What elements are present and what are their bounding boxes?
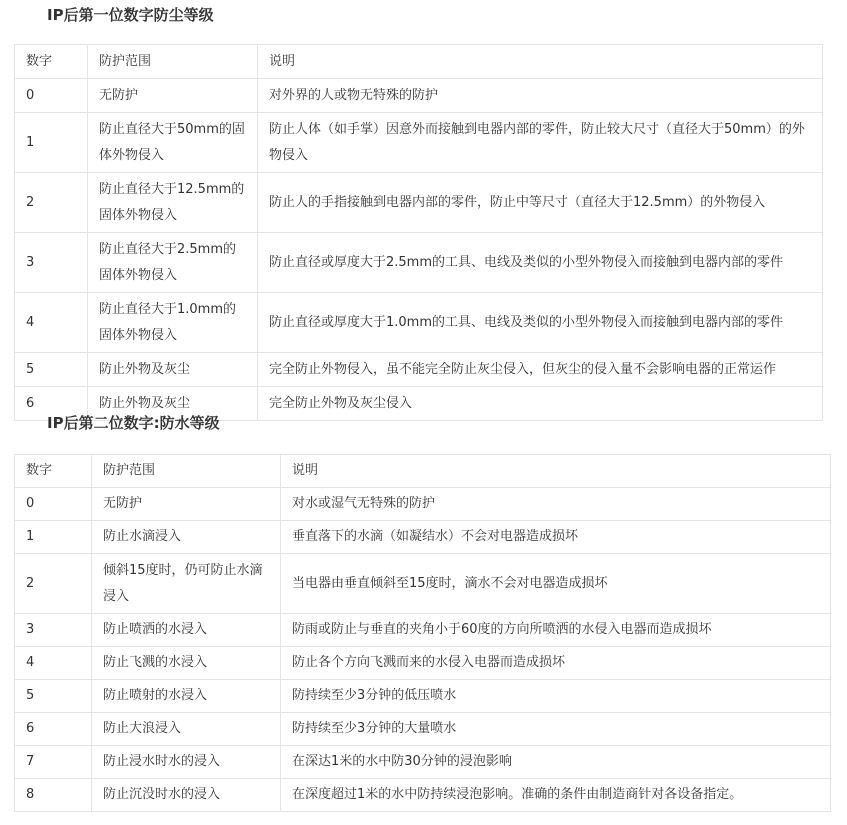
dust-protection-heading: IP后第一位数字防尘等级 [47,6,214,24]
header-description: 说明 [258,45,823,79]
protection-range-cell: 防止喷洒的水浸入 [92,614,281,647]
water-protection-table [14,454,831,812]
protection-range-cell: 无防护 [88,79,258,113]
description-cell: 防止直径或厚度大于2.5mm的工具、电线及类似的小型外物侵入而接触到电器内部的零件 [258,233,823,293]
digit-cell: 5 [15,680,92,713]
protection-range-cell: 防止直径大于50mm的固体外物侵入 [88,113,258,173]
digit-cell: 4 [15,647,92,680]
description-cell: 当电器由垂直倾斜至15度时，滴水不会对电器造成损坏 [281,554,831,614]
table-row [15,233,823,293]
description-cell: 防持续至少3分钟的大量喷水 [281,713,831,746]
digit-cell: 7 [15,746,92,779]
description-cell: 对外界的人或物无特殊的防护 [258,79,823,113]
description-cell: 在深达1米的水中防30分钟的浸泡影响 [281,746,831,779]
table-row [15,173,823,233]
description-cell: 防止人的手指接触到电器内部的零件，防止中等尺寸（直径大于12.5mm）的外物侵入 [258,173,823,233]
description-cell: 在深度超过1米的水中防持续浸泡影响。准确的条件由制造商针对各设备指定。 [281,779,831,812]
digit-cell: 2 [15,554,92,614]
description-cell: 垂直落下的水滴（如凝结水）不会对电器造成损坏 [281,521,831,554]
protection-range-cell: 防止大浪浸入 [92,713,281,746]
header-protection-range: 防护范围 [88,45,258,79]
description-cell: 对水或湿气无特殊的防护 [281,488,831,521]
table-row [15,554,831,614]
digit-cell: 3 [15,614,92,647]
dust-protection-table [14,44,823,421]
description-cell: 防雨或防止与垂直的夹角小于60度的方向所喷洒的水侵入电器而造成损坏 [281,614,831,647]
table-row [15,713,831,746]
protection-range-cell: 防止外物及灰尘 [88,387,258,421]
table-header-row [15,45,823,79]
protection-range-cell: 防止外物及灰尘 [88,353,258,387]
water-protection-heading: IP后第二位数字:防水等级 [47,414,220,432]
table-row [15,614,831,647]
protection-range-cell: 防止飞溅的水浸入 [92,647,281,680]
digit-cell: 4 [15,293,88,353]
digit-cell: 6 [15,713,92,746]
table-row [15,746,831,779]
description-cell: 完全防止外物侵入，虽不能完全防止灰尘侵入，但灰尘的侵入量不会影响电器的正常运作 [258,353,823,387]
description-cell: 防止各个方向飞溅而来的水侵入电器而造成损坏 [281,647,831,680]
protection-range-cell: 无防护 [92,488,281,521]
header-digit: 数字 [15,45,88,79]
digit-cell: 0 [15,79,88,113]
protection-range-cell: 防止直径大于2.5mm的固体外物侵入 [88,233,258,293]
table-row [15,113,823,173]
protection-range-cell: 防止浸水时水的浸入 [92,746,281,779]
digit-cell: 0 [15,488,92,521]
protection-range-cell: 防止喷射的水浸入 [92,680,281,713]
description-cell: 防止直径或厚度大于1.0mm的工具、电线及类似的小型外物侵入而接触到电器内部的零件 [258,293,823,353]
description-cell: 防止人体（如手掌）因意外而接触到电器内部的零件，防止较大尺寸（直径大于50mm）的外物侵入 [258,113,823,173]
digit-cell: 6 [15,387,88,421]
protection-range-cell: 防止水滴浸入 [92,521,281,554]
protection-range-cell: 倾斜15度时，仍可防止水滴浸入 [92,554,281,614]
table-row [15,779,831,812]
digit-cell: 5 [15,353,88,387]
digit-cell: 2 [15,173,88,233]
description-cell: 防持续至少3分钟的低压喷水 [281,680,831,713]
digit-cell: 1 [15,113,88,173]
protection-range-cell: 防止沉没时水的浸入 [92,779,281,812]
table-row [15,488,831,521]
description-cell: 完全防止外物及灰尘侵入 [258,387,823,421]
header-protection-range: 防护范围 [92,455,281,488]
digit-cell: 3 [15,233,88,293]
table-row [15,680,831,713]
table-row [15,79,823,113]
protection-range-cell: 防止直径大于12.5mm的固体外物侵入 [88,173,258,233]
protection-range-cell: 防止直径大于1.0mm的固体外物侵入 [88,293,258,353]
digit-cell: 1 [15,521,92,554]
table-row [15,521,831,554]
header-description: 说明 [281,455,831,488]
table-row [15,353,823,387]
header-digit: 数字 [15,455,92,488]
table-header-row [15,455,831,488]
digit-cell: 8 [15,779,92,812]
table-row [15,647,831,680]
table-row [15,293,823,353]
